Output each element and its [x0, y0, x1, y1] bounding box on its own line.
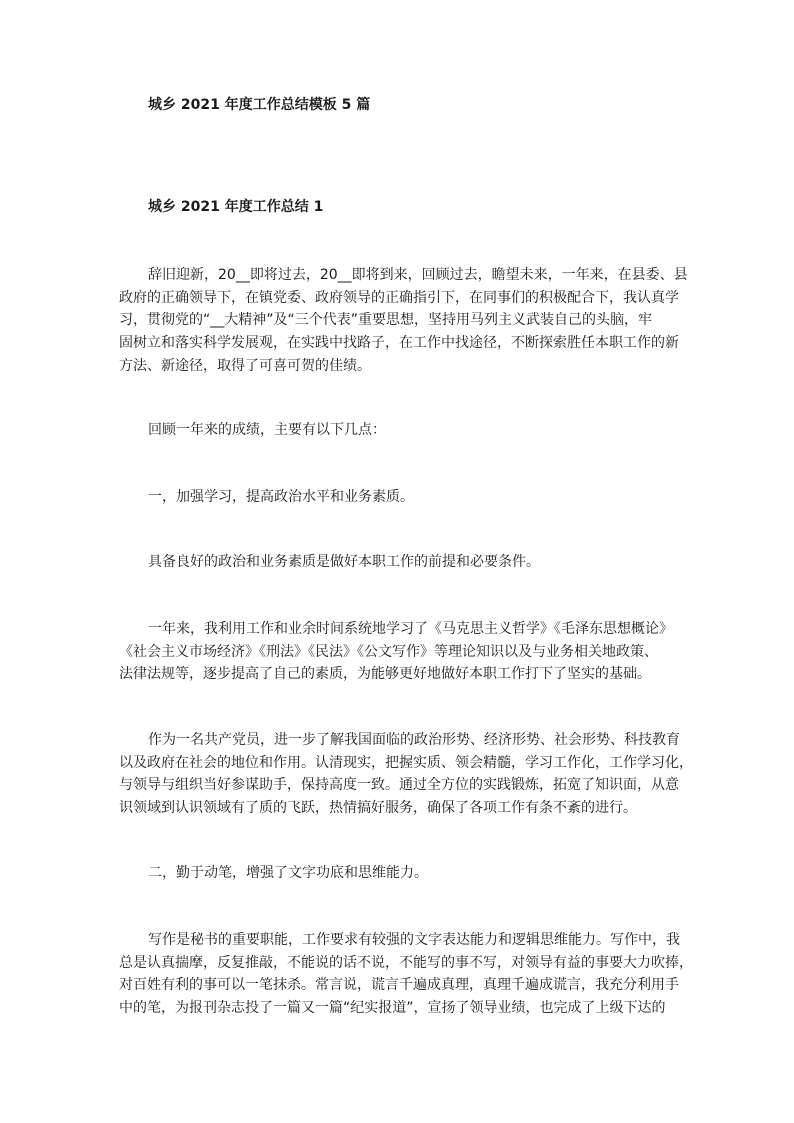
- text-line: 习，贯彻党的“__大精神”及“三个代表”重要思想，坚持用马列主义武装自己的头脑，牢: [119, 312, 653, 329]
- paragraph-study: [119, 620, 675, 688]
- paragraph-writing: [119, 931, 693, 1022]
- text-line: 《社会主义市场经济》《刑法》《民法》《公文写作》等理论知识以及与业务相关地政策、: [119, 643, 658, 660]
- text-line: 方法、新途径，取得了可喜可贺的佳绩。: [119, 357, 371, 374]
- text-line: 识领域到认识领域有了质的飞跃，热情搞好服务，确保了各项工作有条不紊的进行。: [119, 800, 637, 817]
- point-heading-2: 二，勤于动笔，增强了文字功底和思维能力。: [148, 865, 428, 881]
- paragraph-intro: [119, 266, 688, 379]
- text-line: 以及政府在社会的地位和作用。认清现实，把握实质、领会精髓，学习工作化，工作学习化，: [119, 754, 693, 771]
- point-sub-1: 具备良好的政治和业务素质是做好本职工作的前提和必要条件。: [148, 554, 540, 570]
- section-heading: 城乡 2021 年度工作总结 1: [148, 199, 324, 215]
- review-line: 回顾一年来的成绩，主要有以下几点：: [148, 422, 386, 438]
- paragraph-party: [119, 731, 693, 822]
- text-line: 一年来，我利用工作和业余时间系统地学习了《马克思主义哲学》《毛泽东思想概论》: [148, 621, 673, 637]
- text-line: 法律法规等，逐步提高了自己的素质，为能够更好地做好本职工作打下了坚实的基础。: [119, 666, 651, 683]
- text-line: 辞旧迎新，20__即将过去，20__即将到来，回顾过去，瞻望未来，一年来，在县委、县: [148, 267, 688, 283]
- text-line: 作为一名共产党员，进一步了解我国面临的政治形势、经济形势、社会形势、科技教育: [148, 732, 680, 748]
- text-line: 写作是秘书的重要职能，工作要求有较强的文字表达能力和逻辑思维能力。写作中，我: [148, 932, 680, 948]
- text-line: 政府的正确领导下，在镇党委、政府领导的正确指引下，在同事们的积极配合下，我认真学: [119, 289, 679, 306]
- text-line: 中的笔，为报刊杂志投了一篇又一篇“纪实报道”，宣扬了领导业绩，也完成了上级下达的: [119, 1000, 666, 1017]
- text-line: 与领导与组织当好参谋助手，保持高度一致。通过全方位的实践锻炼，拓宽了知识面，从意: [119, 777, 679, 794]
- text-line: 对百姓有利的事可以一笔抹杀。常言说，谎言千遍成真理，真理千遍成谎言，我充分利用手: [119, 977, 679, 994]
- document-title: 城乡 2021 年度工作总结模板 5 篇: [148, 97, 371, 113]
- text-line: 总是认真揣摩，反复推敲，不能说的话不说，不能写的事不写，对领导有益的事要大力吹捧，: [119, 954, 693, 971]
- point-heading-1: 一，加强学习，提高政治水平和业务素质。: [148, 489, 414, 505]
- text-line: 固树立和落实科学发展观，在实践中找路子，在工作中找途径，不断探索胜任本职工作的新: [119, 335, 679, 352]
